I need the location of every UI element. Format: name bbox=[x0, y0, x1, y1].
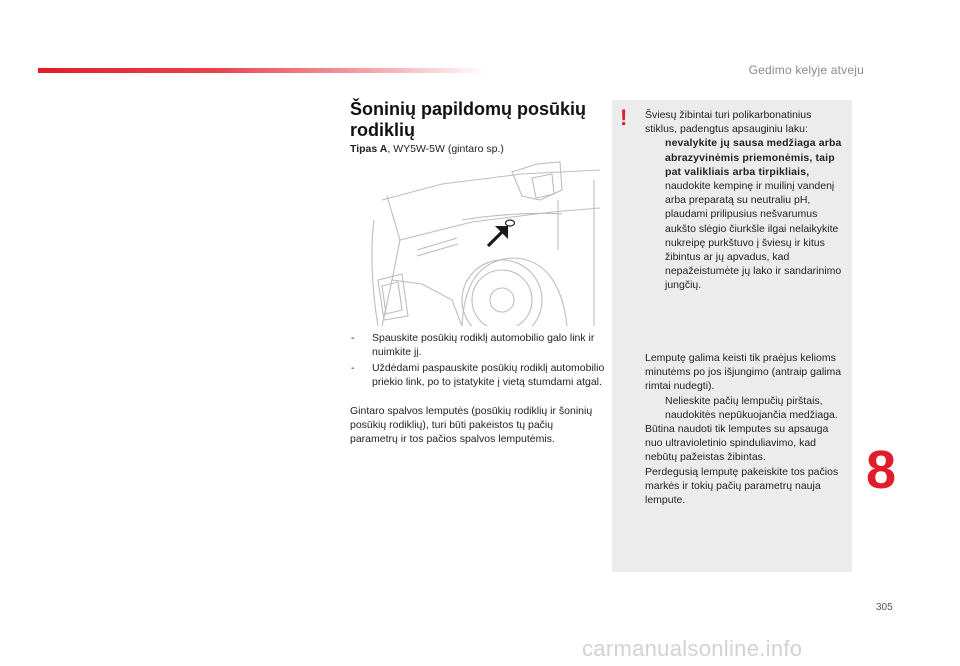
warning-intro: Šviesų žibintai turi polikarbonatinius stiklus, padengtus apsauginiu laku: bbox=[645, 109, 812, 136]
warning-item-text: plaudami prilipusius nešvarumus aukšto slėgio čiurkšle ilgai nelaikykite nukreipę purkštuvo į šviesų ir kitus žibintus ar jų apvadus, kad nepažeistumėte jų lako ir sandarinimo jungčių. bbox=[665, 208, 842, 292]
section-title: Šoninių papildomų posūkių rodiklių bbox=[350, 99, 586, 140]
watermark: carmanualsonline.info bbox=[582, 636, 803, 661]
warning-item bbox=[645, 136, 845, 179]
step-item bbox=[350, 331, 608, 359]
replacement-item bbox=[645, 394, 845, 422]
uv-paragraph: Būtina naudoti tik lemputes su apsauga nuo ultravioletinio spinduliavimo, kad nebūtų pažeistas žibintas. bbox=[645, 423, 829, 464]
step-item bbox=[350, 361, 608, 389]
blown-bulb-paragraph: Perdegusią lemputę pakeiskite tos pačios markės ir tokių pačių parametrų nauja lempute. bbox=[645, 465, 839, 507]
warning-item bbox=[645, 207, 845, 292]
bulb-type-label: Tipas A bbox=[350, 143, 388, 155]
replacement-item-text: Nelieskite pačių lempučių pirštais, naudokitės nepūkuojančia medžiaga. bbox=[665, 394, 838, 421]
chapter-number: 8 bbox=[866, 440, 897, 500]
step-marker: - bbox=[351, 362, 355, 374]
warning-content bbox=[645, 108, 845, 293]
replacement-paragraph: Lemputę galima keisti tik praėjus kelioms minutėms po jos išjungimo (antraip galima rimtai nudegti). bbox=[645, 352, 842, 393]
warning-item-text: nevalykite jų sausa medžiaga arba abrazyvinėmis priemonėmis, taip pat valikliais arba tirpikliais, bbox=[665, 137, 842, 178]
bulb-type bbox=[350, 143, 504, 155]
side-indicator-marker bbox=[506, 220, 515, 226]
amber-bulb-note: Gintaro spalvos lemputės (posūkių rodiklių ir šoninių posūkių rodiklių), turi būti pakeistos tų pačių parametrų ir tos pačios spalvos lemputėmis. bbox=[350, 405, 593, 446]
warning-item bbox=[645, 179, 845, 207]
warning-item-text: naudokite kempinę ir muilinį vandenį arba preparatą su neutraliu pH, bbox=[665, 180, 835, 207]
step-list bbox=[350, 331, 608, 391]
page-number: 305 bbox=[876, 602, 893, 613]
warning-list bbox=[645, 136, 845, 292]
exclamation-icon: ! bbox=[620, 105, 628, 130]
chapter-color-bar bbox=[38, 68, 488, 73]
arrow-icon bbox=[488, 226, 508, 246]
replacement-list bbox=[645, 394, 845, 422]
step-marker: - bbox=[351, 332, 355, 344]
chapter-title: Gedimo kelyje atveju bbox=[748, 63, 864, 77]
step-text: Spauskite posūkių rodiklį automobilio galo link ir nuimkite jį. bbox=[372, 332, 595, 358]
replacement-content bbox=[645, 351, 845, 507]
side-indicator-illustration bbox=[362, 160, 600, 326]
bulb-type-value: , WY5W-5W (gintaro sp.) bbox=[387, 143, 504, 155]
step-text: Uždėdami paspauskite posūkių rodiklį automobilio priekio link, po to įstatykite į vietą stumdami atgal. bbox=[372, 362, 605, 388]
